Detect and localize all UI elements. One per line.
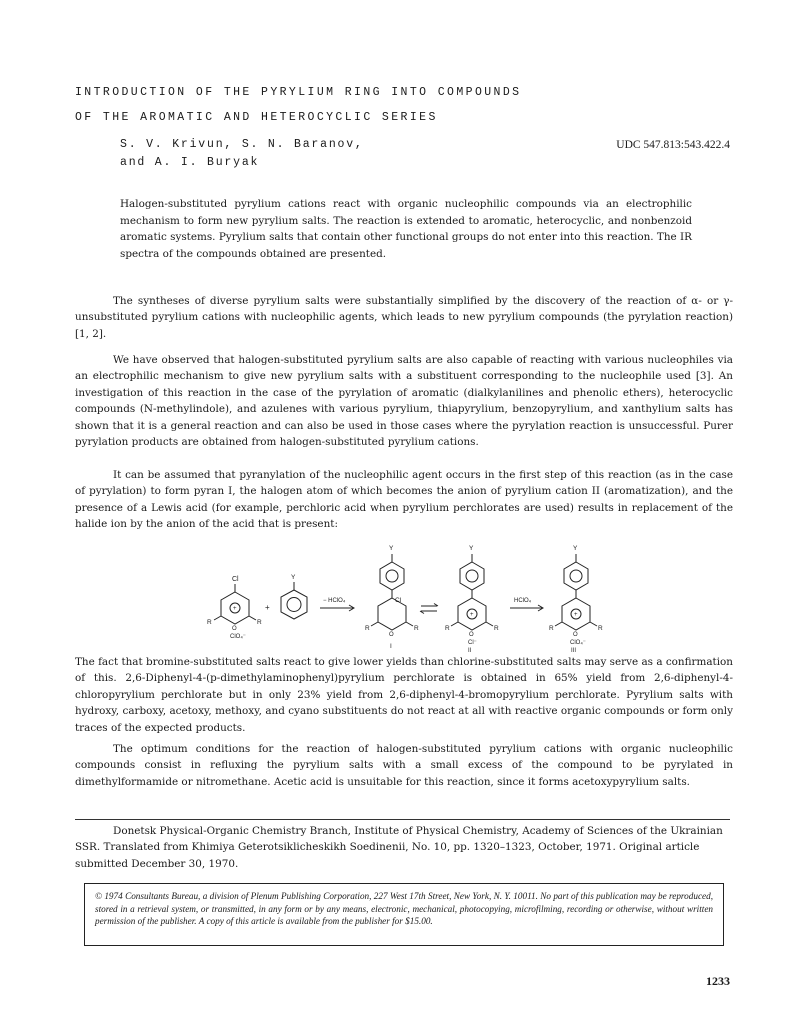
authors-line-2: and A. I. Buryak (120, 156, 260, 169)
compound-label-III: III (571, 648, 577, 652)
paragraph-text: It can be assumed that pyranylation of the nucleophilic agent occurs in the first step of this reaction (as in the case of pyrylation) to form pyran I, the halogen atom of which becomes the anion of pyrylium cation II (aromatization), and the presence of a Lewis acid (for example, perchloric acid when pyrylium perchlorates are used) results in replacement of the halide ion by the anion of the acid that is present: (75, 469, 733, 531)
r-group-label: R (257, 619, 262, 626)
reaction-scheme (190, 540, 620, 652)
intermediate-pyrylium-II (445, 545, 499, 652)
cation-charge: + (233, 606, 237, 612)
plus-sign: + (265, 603, 270, 612)
perchlorate-anion: ClO₄⁻ (230, 634, 246, 640)
paragraph-text: We have observed that halogen-substituted pyrylium salts are also capable of reacting with various nucleophiles via an electrophilic mechanism to give new pyrylium salts with a substituent corresponding to the nucleophile used [3]. An investigation of this reaction in the case of the pyrylation of aromatic (dialkylanilines and phenolic ethers), heterocyclic compounds (N-methylindole), and azulenes with various pyrylium, thiapyrylium, benzopyrylium, and xanthylium salts has shown that it is a general reaction and can also be used in those cases where the pyrylation reaction is unsuccessful. Purer pyrylation products are obtained from halogen-substituted pyrylium cations. (75, 354, 733, 449)
body-paragraph-4 (75, 654, 733, 736)
y-substituent: Y (389, 545, 394, 552)
authors-line-1: S. V. Krivun, S. N. Baranov, (120, 138, 364, 151)
oxygen-label: O (573, 632, 578, 638)
abstract: Halogen-substituted pyrylium cations react with organic nucleophilic compounds via an electrophilic mechanism to form new pyrylium salts. The reaction is extended to aromatic, heterocyclic, and nonbenzoid aromatic systems. Pyrylium salts that contain other functional groups do not enter into this reaction. The IR spectra of the compounds obtained are presented. (120, 198, 692, 260)
reaction-arrow-2 (510, 598, 543, 611)
author-list (120, 136, 364, 172)
udc-code: UDC 547.813:543.422.4 (616, 139, 730, 151)
oxygen-label: O (389, 632, 394, 638)
affiliation-text: Donetsk Physical-Organic Chemistry Branch, Institute of Physical Chemistry, Academy of Sciences of the Ukrainian SSR. Translated from Khimiya Geterotsiklicheskikh Soedinenii, No. 10, pp. 1320–1323, October, 1971. Original article submitted December 30, 1970. (75, 825, 723, 870)
body-paragraph-3 (75, 467, 733, 533)
y-substituent: Y (573, 545, 578, 552)
body-paragraph-5 (75, 741, 733, 790)
r-group-label: R (494, 625, 499, 632)
perchlorate-anion: ClO₄⁻ (570, 640, 586, 646)
page-number: 1233 (706, 974, 730, 988)
y-substituent: Y (291, 574, 296, 581)
r-group-label: R (549, 625, 554, 632)
paragraph-text: The optimum conditions for the reaction of halogen-substituted pyrylium cations with organic nucleophilic compounds consist in refluxing the pyrylium salts with a small excess of the compound to be pyrylated in dimethylformamide or nitromethane. Acetic acid is unsuitable for this reaction, since it forms acetoxypyrylium salts. (75, 743, 733, 788)
affiliation-footnote (75, 823, 733, 872)
intermediate-pyran-I (365, 545, 419, 650)
y-substituent: Y (469, 545, 474, 552)
reagent-label: HClO₄ (514, 598, 532, 604)
chlorine-label: Cl (232, 576, 239, 583)
reactant-arene (281, 574, 307, 619)
compound-label-II: II (468, 648, 472, 652)
copyright-notice: © 1974 Consultants Bureau, a division of Plenum Publishing Corporation, 227 West 17th Street, New York, N. Y. 10011. No part of this publication may be reproduced, stored in a retrieval system, or transmitted, in any form or by any means, electronic, mechanical, photocopying, microfilming, recording or otherwise, without written permission of the publisher. A copy of this article is available from the publisher for $15.00. (84, 883, 724, 946)
paragraph-text: The fact that bromine-substituted salts react to give lower yields than chlorine-substituted salts may serve as a confirmation of this. 2,6-Diphenyl-4-(p-dimethylaminophenyl)pyrylium perchlorate is obtained in 65% yield from 2,6-diphenyl-4-chloropyrylium perchlorate but in only 23% yield from 2,6-diphenyl-4-bromopyrylium perchlorate. Pyrylium salts with hydroxy, carboxy, acetoxy, methoxy, and cyano substituents do not react at all with reactive organic compounds or form only traces of the expected products. (75, 656, 733, 734)
r-group-label: R (365, 625, 370, 632)
footnote-divider (75, 819, 730, 820)
r-group-label: R (207, 619, 212, 626)
chloride-anion: Cl⁻ (468, 640, 477, 646)
reaction-arrow-1 (320, 598, 354, 611)
chlorine-label: Cl (395, 597, 402, 604)
cation-charge: + (574, 612, 578, 618)
product-pyrylium-III (549, 545, 603, 652)
r-group-label: R (445, 625, 450, 632)
title-line-2: OF THE AROMATIC AND HETEROCYCLIC SERIES (75, 111, 438, 124)
body-paragraph-1 (75, 293, 733, 342)
body-paragraph-2 (75, 352, 733, 450)
cation-charge: + (470, 612, 474, 618)
reactant-chloropyrylium (207, 576, 262, 640)
title-line-1: INTRODUCTION OF THE PYRYLIUM RING INTO COMPOUNDS (75, 86, 522, 99)
r-group-label: R (598, 625, 603, 632)
compound-label-I: I (390, 643, 392, 650)
reagent-label: − HClO₄ (323, 598, 346, 604)
r-group-label: R (414, 625, 419, 632)
equilibrium-arrows (420, 604, 438, 614)
oxygen-label: O (469, 632, 474, 638)
paragraph-text: The syntheses of diverse pyrylium salts were substantially simplified by the discovery of the reaction of α- or γ-unsubstituted pyrylium cations with nucleophilic agents, which leads to new pyrylium compounds (the pyrylation reaction) [1, 2]. (75, 295, 733, 340)
article-title (75, 80, 521, 130)
oxygen-label: O (232, 626, 237, 632)
